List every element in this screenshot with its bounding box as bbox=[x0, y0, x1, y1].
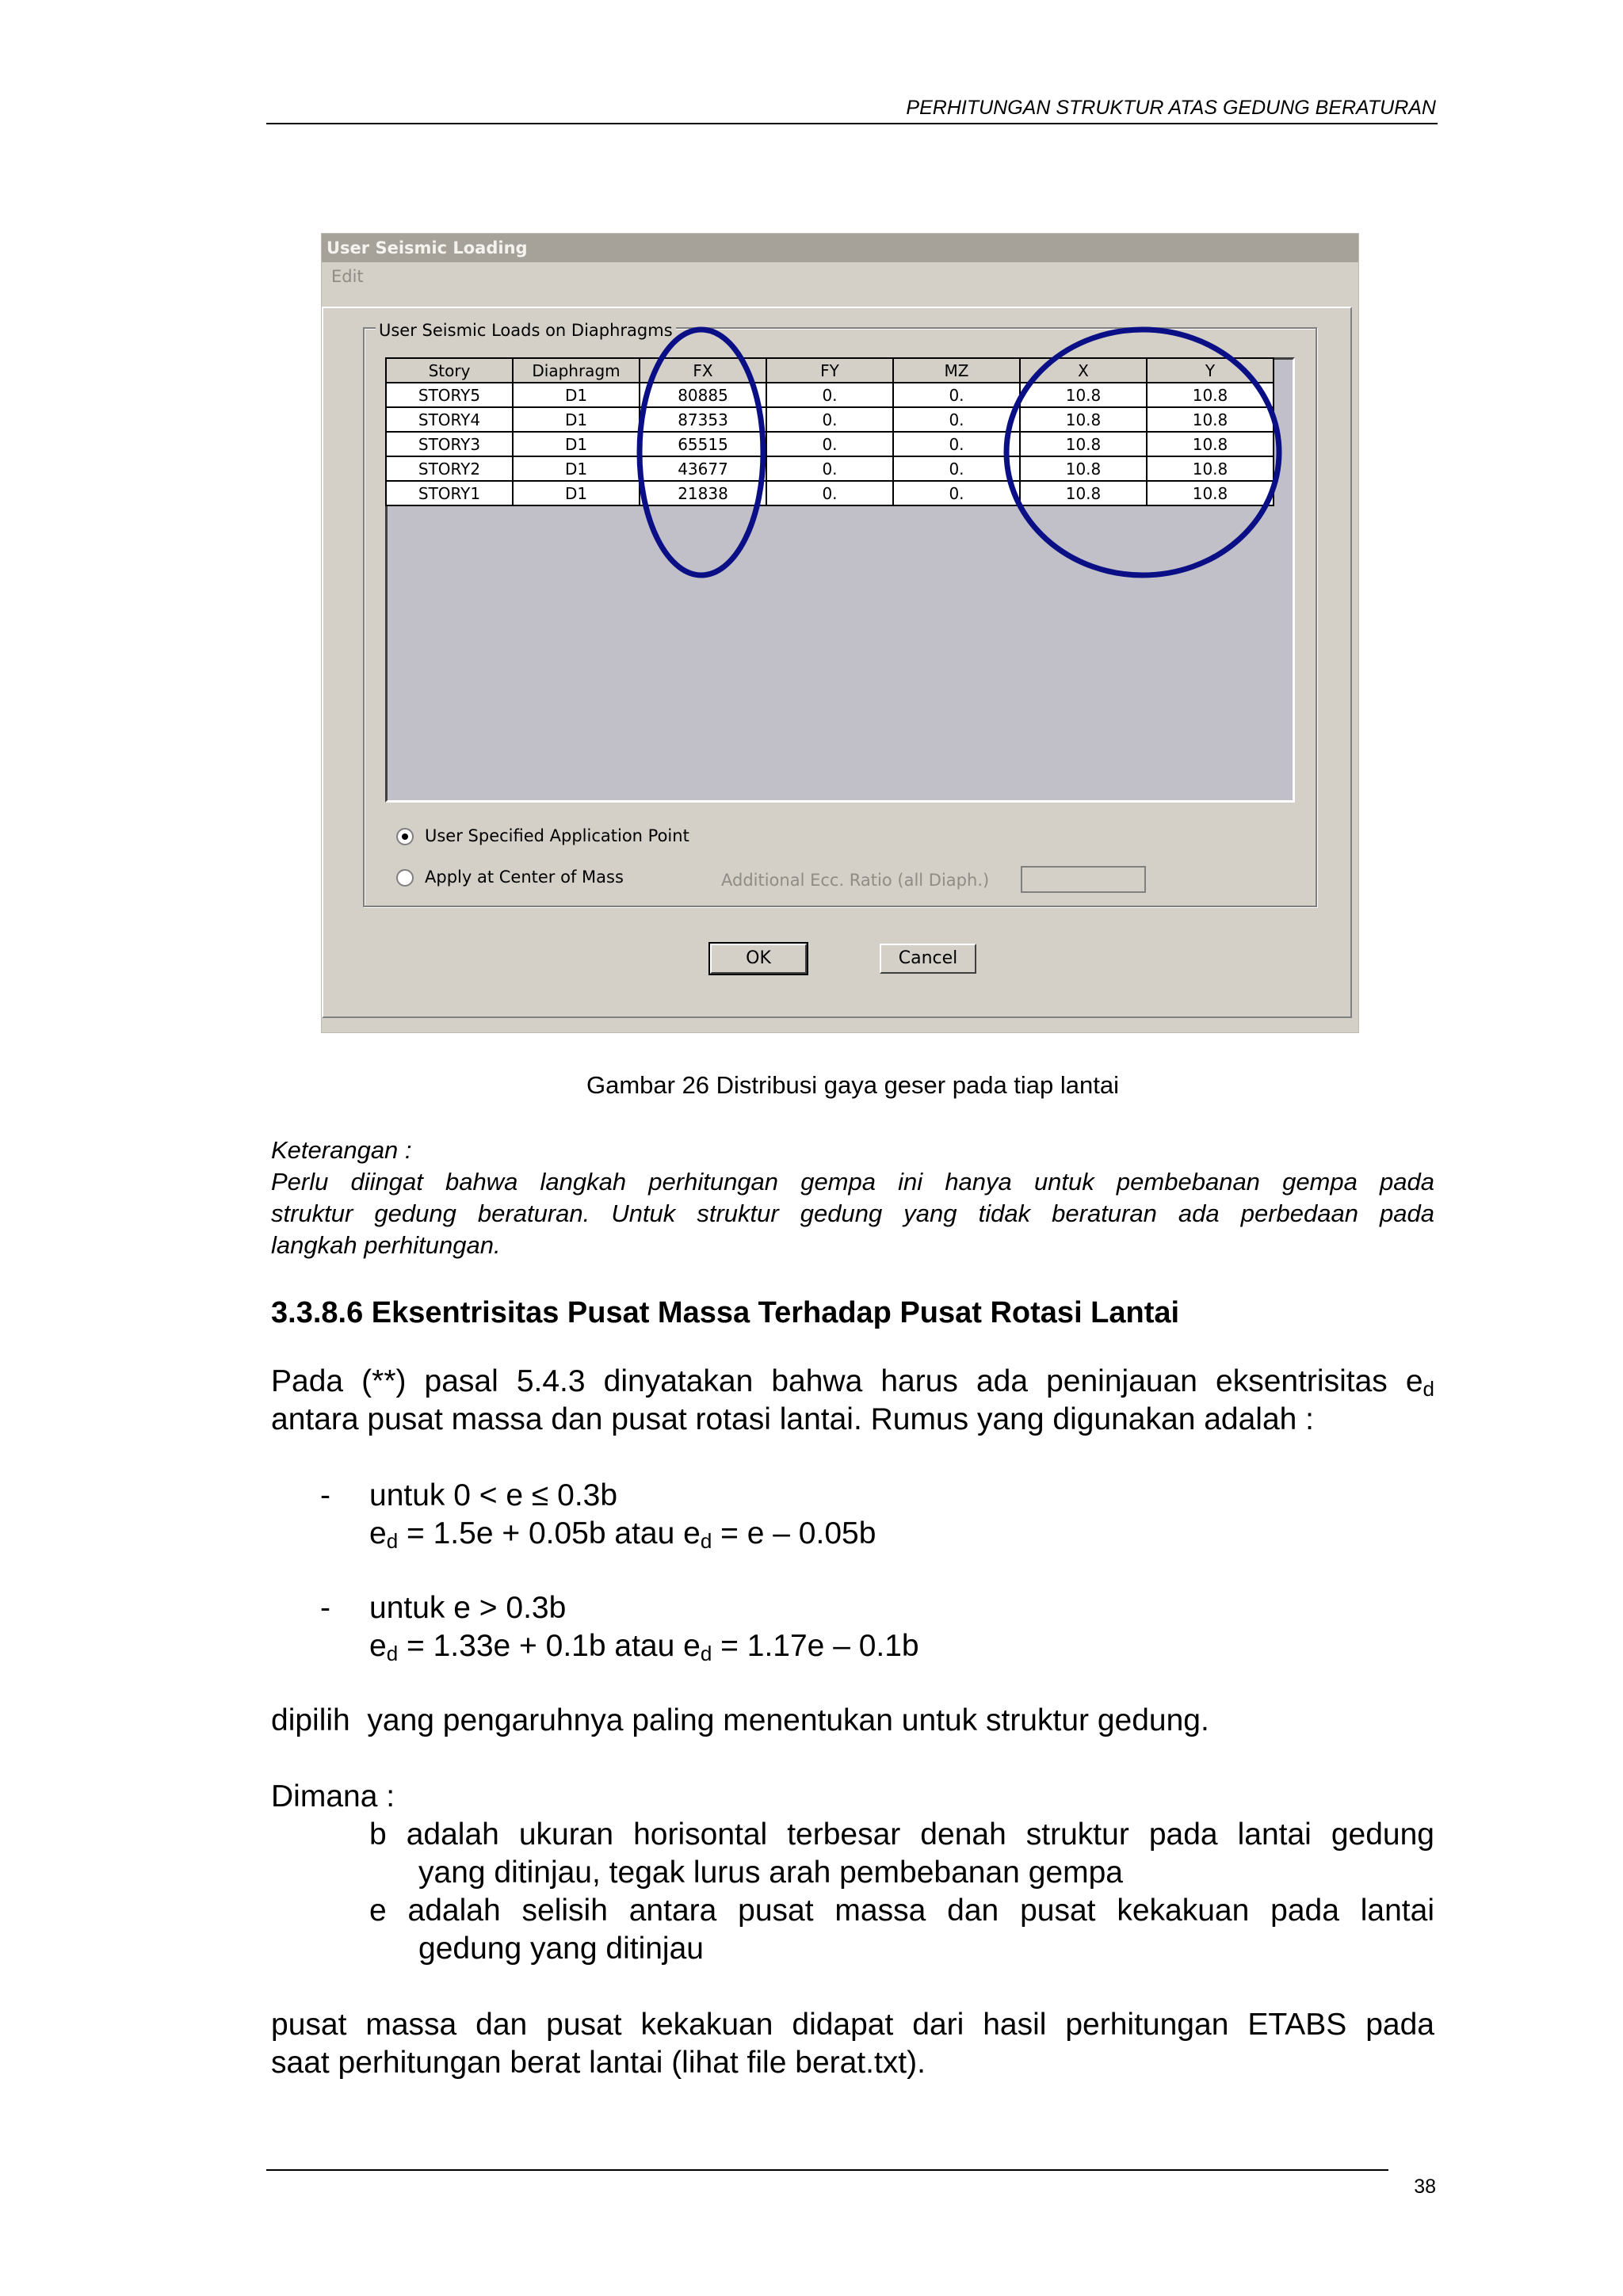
cell-mz[interactable]: 0. bbox=[893, 432, 1020, 456]
page-number: 38 bbox=[1414, 2176, 1436, 2198]
col-story[interactable]: Story bbox=[386, 358, 513, 383]
formula-sub: d bbox=[700, 1642, 712, 1665]
cell-diaphragm[interactable]: D1 bbox=[513, 383, 640, 407]
para1-line1-sub: d bbox=[1423, 1377, 1434, 1401]
case2-formula bbox=[369, 1627, 919, 1672]
figure-caption: Gambar 26 Distribusi gaya geser pada tiap lantai bbox=[586, 1071, 1120, 1099]
header-rule bbox=[266, 123, 1438, 124]
cell-fx[interactable]: 65515 bbox=[640, 432, 766, 456]
formula-text: = 1.33e + 0.1b atau e bbox=[398, 1629, 701, 1663]
cell-y[interactable]: 10.8 bbox=[1147, 456, 1274, 481]
para3-line2: saat perhitungan berat lantai (lihat file berat.txt). bbox=[271, 2046, 926, 2080]
def-e-line2: gedung yang ditinjau bbox=[418, 1932, 704, 1966]
cell-fx[interactable]: 21838 bbox=[640, 481, 766, 505]
col-x[interactable]: X bbox=[1020, 358, 1147, 383]
cell-story[interactable]: STORY1 bbox=[386, 481, 513, 505]
radio-center-mass[interactable] bbox=[396, 868, 624, 887]
case2-dash: - bbox=[320, 1591, 330, 1625]
col-mz[interactable]: MZ bbox=[893, 358, 1020, 383]
ecc-ratio-input[interactable] bbox=[1021, 866, 1146, 893]
radio-user-point-indicator[interactable] bbox=[396, 828, 414, 845]
radio-user-point[interactable] bbox=[396, 826, 689, 845]
cell-y[interactable]: 10.8 bbox=[1147, 432, 1274, 456]
cell-fx[interactable]: 43677 bbox=[640, 456, 766, 481]
case1-condition: untuk 0 < e ≤ 0.3b bbox=[369, 1478, 618, 1512]
dialog-title: User Seismic Loading bbox=[322, 234, 1358, 262]
para3-line1: pusat massa dan pusat kekakuan didapat dari hasil perhitungan ETABS pada bbox=[271, 2008, 1434, 2042]
cell-y[interactable]: 10.8 bbox=[1147, 383, 1274, 407]
group-label: User Seismic Loads on Diaphragms bbox=[376, 321, 676, 340]
para1-line1-text: Pada (**) pasal 5.4.3 dinyatakan bahwa harus ada peninjauan eksentrisitas e bbox=[271, 1364, 1423, 1398]
col-fy[interactable]: FY bbox=[766, 358, 893, 383]
formula-sub: d bbox=[386, 1529, 399, 1553]
seismic-loading-dialog bbox=[321, 233, 1359, 1033]
formula-text: = 1.5e + 0.05b atau e bbox=[398, 1516, 701, 1550]
cell-mz[interactable]: 0. bbox=[893, 456, 1020, 481]
cell-mz[interactable]: 0. bbox=[893, 481, 1020, 505]
note-heading: Keterangan : bbox=[271, 1136, 412, 1164]
formula-text: e bbox=[369, 1516, 387, 1550]
para1-line2: antara pusat massa dan pusat rotasi lantai. Rumus yang digunakan adalah : bbox=[271, 1402, 1315, 1436]
cancel-button[interactable]: Cancel bbox=[880, 944, 976, 974]
col-y[interactable]: Y bbox=[1147, 358, 1274, 383]
cell-x[interactable]: 10.8 bbox=[1020, 481, 1147, 505]
note-line-3: langkah perhitungan. bbox=[271, 1231, 501, 1259]
cell-y[interactable]: 10.8 bbox=[1147, 407, 1274, 432]
cell-mz[interactable]: 0. bbox=[893, 407, 1020, 432]
cell-fy[interactable]: 0. bbox=[766, 407, 893, 432]
dimana-label: Dimana : bbox=[271, 1779, 395, 1814]
cell-fy[interactable]: 0. bbox=[766, 383, 893, 407]
running-header: PERHITUNGAN STRUKTUR ATAS GEDUNG BERATURAN bbox=[906, 97, 1436, 119]
cell-diaphragm[interactable]: D1 bbox=[513, 407, 640, 432]
note-line-1: Perlu diingat bahwa langkah perhitungan gempa ini hanya untuk pembebanan gempa pada bbox=[271, 1168, 1434, 1196]
cell-fx[interactable]: 87353 bbox=[640, 407, 766, 432]
formula-sub: d bbox=[386, 1642, 399, 1665]
formula-text: e bbox=[369, 1629, 387, 1663]
def-b-line1: b adalah ukuran horisontal terbesar denah struktur pada lantai gedung bbox=[369, 1817, 1434, 1852]
col-diaphragm[interactable]: Diaphragm bbox=[513, 358, 640, 383]
xy-highlight-ellipse bbox=[1006, 330, 1279, 575]
case2-condition: untuk e > 0.3b bbox=[369, 1591, 567, 1625]
annotation-ellipses bbox=[322, 234, 1358, 1032]
ok-button[interactable]: OK bbox=[710, 944, 807, 974]
formula-text: = 1.17e – 0.1b bbox=[712, 1629, 919, 1663]
cell-x[interactable]: 10.8 bbox=[1020, 383, 1147, 407]
cell-fx[interactable]: 80885 bbox=[640, 383, 766, 407]
radio-user-point-label: User Specified Application Point bbox=[425, 826, 689, 845]
cell-diaphragm[interactable]: D1 bbox=[513, 456, 640, 481]
cell-story[interactable]: STORY3 bbox=[386, 432, 513, 456]
cell-fy[interactable]: 0. bbox=[766, 432, 893, 456]
cell-fy[interactable]: 0. bbox=[766, 456, 893, 481]
radio-center-mass-label: Apply at Center of Mass bbox=[425, 868, 624, 887]
case1-formula bbox=[369, 1515, 876, 1560]
footer-rule bbox=[266, 2169, 1388, 2171]
cell-diaphragm[interactable]: D1 bbox=[513, 432, 640, 456]
para2: dipilih yang pengaruhnya paling menentukan untuk struktur gedung. bbox=[271, 1703, 1209, 1737]
def-b-line2: yang ditinjau, tegak lurus arah pembebanan gempa bbox=[418, 1855, 1123, 1890]
cell-x[interactable]: 10.8 bbox=[1020, 456, 1147, 481]
formula-text: = e – 0.05b bbox=[712, 1516, 876, 1550]
case1-dash: - bbox=[320, 1478, 330, 1512]
cell-fy[interactable]: 0. bbox=[766, 481, 893, 505]
cell-story[interactable]: STORY5 bbox=[386, 383, 513, 407]
ecc-ratio-label: Additional Ecc. Ratio (all Diaph.) bbox=[721, 871, 990, 890]
cell-x[interactable]: 10.8 bbox=[1020, 432, 1147, 456]
formula-sub: d bbox=[700, 1529, 712, 1553]
cell-diaphragm[interactable]: D1 bbox=[513, 481, 640, 505]
cell-mz[interactable]: 0. bbox=[893, 383, 1020, 407]
cell-y[interactable]: 10.8 bbox=[1147, 481, 1274, 505]
section-heading: 3.3.8.6 Eksentrisitas Pusat Massa Terhadap Pusat Rotasi Lantai bbox=[271, 1296, 1180, 1329]
col-fx[interactable]: FX bbox=[640, 358, 766, 383]
def-e-line1: e adalah selisih antara pusat massa dan pusat kekakuan pada lantai bbox=[369, 1894, 1434, 1928]
cell-story[interactable]: STORY4 bbox=[386, 407, 513, 432]
cell-x[interactable]: 10.8 bbox=[1020, 407, 1147, 432]
cell-story[interactable]: STORY2 bbox=[386, 456, 513, 481]
radio-center-mass-indicator[interactable] bbox=[396, 869, 414, 887]
fx-highlight-ellipse bbox=[640, 330, 763, 575]
note-line-2: struktur gedung beraturan. Untuk struktur gedung yang tidak beraturan ada perbedaan pada bbox=[271, 1199, 1434, 1227]
menu-edit[interactable]: Edit bbox=[331, 267, 364, 286]
